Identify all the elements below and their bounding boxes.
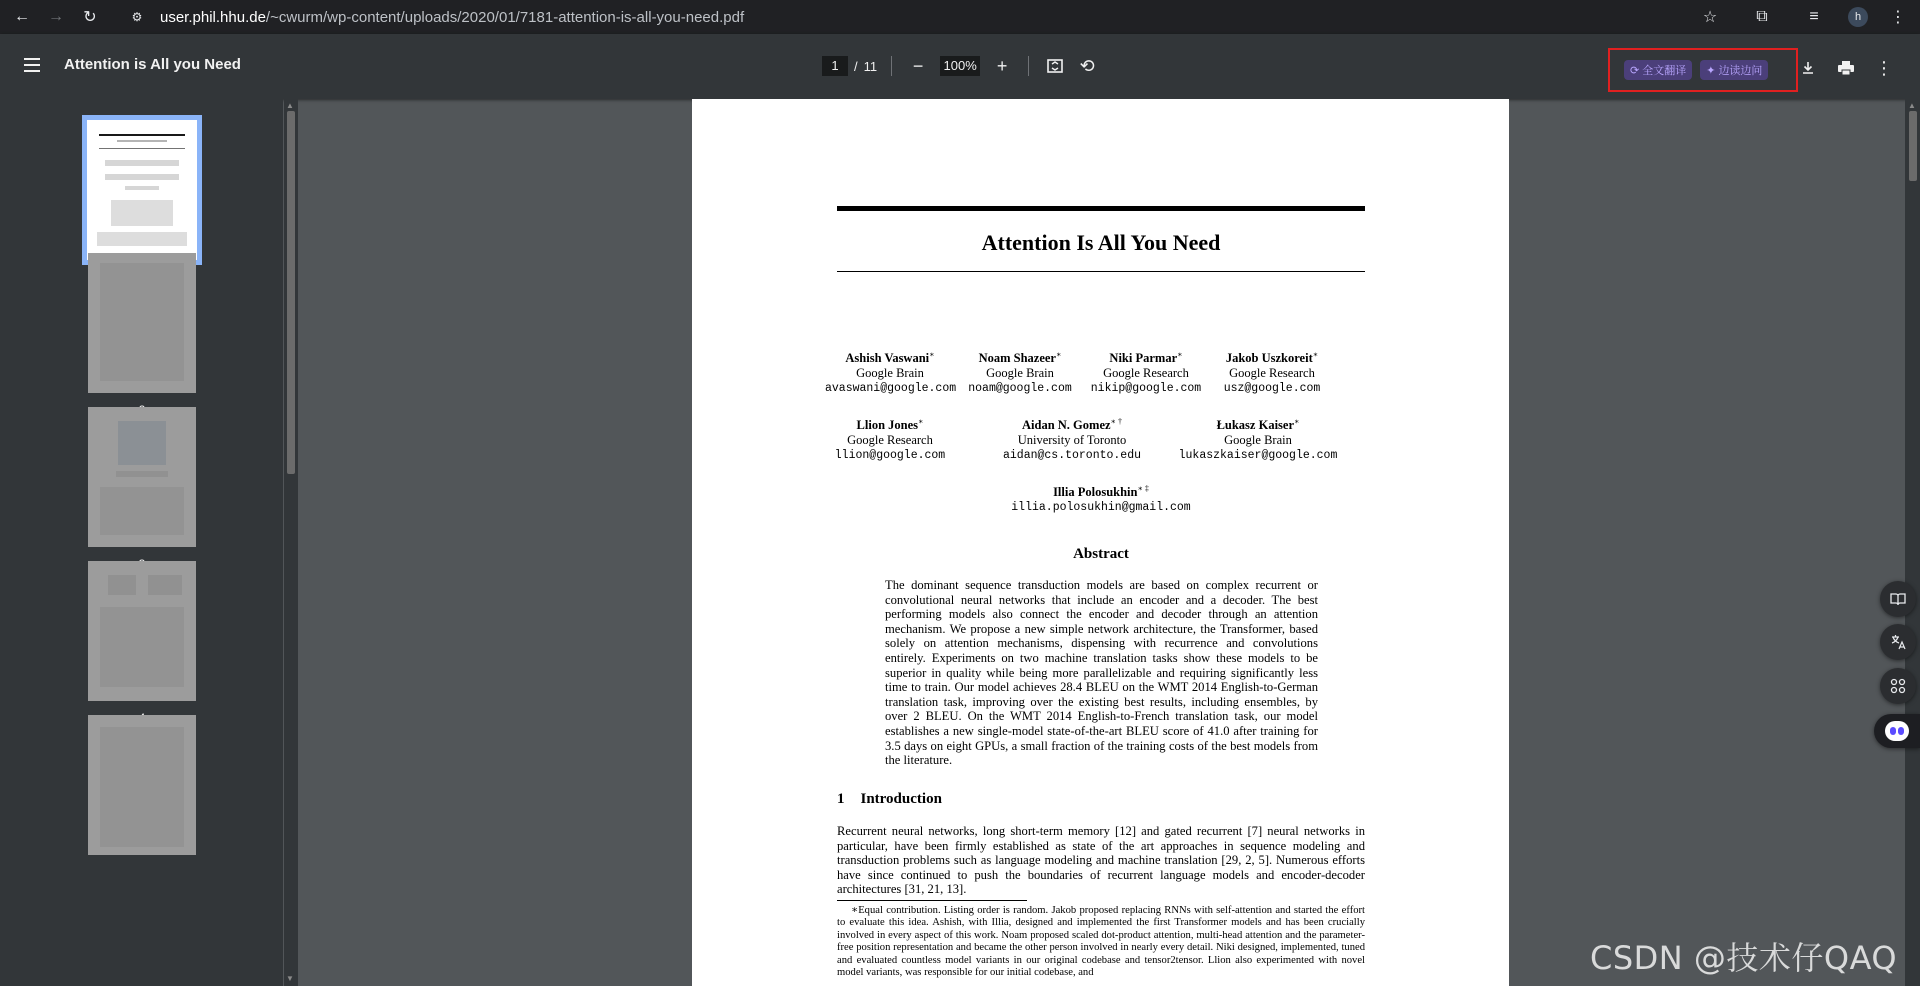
reader-book-icon[interactable] xyxy=(1880,581,1916,617)
translate-icon[interactable] xyxy=(1880,624,1916,660)
forward-icon[interactable]: → xyxy=(48,8,64,25)
footnote-text: ∗Equal contribution. Listing order is random. Jakob proposed replacing RNNs with self-attention and started the effort to evaluate this idea. Ashish, with Illia, designed and implemented the first Transformer models and has been crucially involved in every aspect of this work. Noam proposed scaled dot-product attention, multi-head attention and the parameter-free position representation and became the other person involved in nearly every detail. Niki designed, implemented, tuned and evaluated countless model variants in our original codebase and tensor2tensor. Llion also experimented with novel model variants, was responsible for our initial codebase, and xyxy=(837,905,1365,979)
intro-paragraph: Recurrent neural networks, long short-term memory [12] and gated recurrent [7] neural networks in particular, have been firmly established as state of the art approaches in sequence modeling and transduction problems such as language modeling and machine translation [29, 2, 5]. Numerous efforts have since continued to push the boundaries of recurrent language models and encoder-decoder architectures [31, 21, 13]. xyxy=(837,824,1365,897)
document-title: Attention is All you Need xyxy=(64,56,241,73)
author-block xyxy=(955,347,1085,396)
site-info-icon[interactable]: ⚙ xyxy=(131,10,143,24)
profile-avatar[interactable] xyxy=(1844,3,1872,31)
author-affiliation: Google Research xyxy=(1103,366,1189,381)
browser-actions xyxy=(1696,0,1920,34)
author-mark: ∗ xyxy=(918,417,924,426)
sparkle-icon: ✦ xyxy=(1706,64,1716,77)
author-block xyxy=(992,481,1210,515)
main-scroll-thumb[interactable] xyxy=(1909,111,1917,181)
pdf-toolbar xyxy=(0,34,1920,99)
author-affiliation: Google Brain xyxy=(986,366,1054,381)
section-title: Introduction xyxy=(860,791,942,807)
author-block xyxy=(1085,347,1207,396)
read-and-ask-label: 边读边问 xyxy=(1718,65,1763,77)
avatar: h xyxy=(1848,7,1868,27)
browser-menu-icon[interactable]: ⋮ xyxy=(1890,9,1906,26)
page-number-input[interactable]: 1 xyxy=(822,56,848,76)
browser-toolbar xyxy=(0,0,1920,34)
download-icon[interactable] xyxy=(1796,56,1820,80)
reading-list-icon[interactable]: ≡ xyxy=(1809,8,1819,25)
author-affiliation: Google Brain xyxy=(1224,433,1292,448)
toolbar-divider xyxy=(891,56,892,76)
author-name: Łukasz Kaiser xyxy=(1216,418,1294,433)
author-affiliation: Google Research xyxy=(847,433,933,448)
author-email: illia.polosukhin@gmail.com xyxy=(1011,501,1191,515)
author-name: Ashish Vaswani xyxy=(845,351,930,366)
footnote-rule xyxy=(837,900,1027,901)
author-block xyxy=(992,414,1152,463)
page-separator: / xyxy=(854,58,858,74)
author-affiliation: Google Brain xyxy=(856,366,924,381)
title-rule-top xyxy=(837,206,1365,211)
author-mark: ∗ ‡ xyxy=(1137,484,1149,493)
author-email: nikip@google.com xyxy=(1090,382,1202,396)
abstract-heading: Abstract xyxy=(1073,546,1129,562)
author-mark: ∗ xyxy=(1177,350,1183,359)
page-thumbnail[interactable] xyxy=(88,715,196,855)
bookmark-star-icon[interactable]: ☆ xyxy=(1702,9,1718,26)
url-text[interactable] xyxy=(160,9,744,26)
section-number: 1 xyxy=(837,791,845,807)
author-name: Niki Parmar xyxy=(1109,351,1178,366)
author-email: avaswani@google.com xyxy=(825,382,957,396)
scroll-down-arrow-icon[interactable]: ▼ xyxy=(286,974,294,983)
full-translate-label: 全文翻译 xyxy=(1642,65,1687,77)
extension-highlight-box xyxy=(1608,48,1798,92)
author-block xyxy=(825,347,955,396)
author-block xyxy=(1207,347,1337,396)
author-name: Illia Polosukhin xyxy=(1053,485,1138,500)
toolbar-divider xyxy=(1028,56,1029,76)
page-controls xyxy=(822,54,1099,78)
author-block xyxy=(1173,414,1343,463)
thumbnail-sidebar xyxy=(0,99,283,986)
thumbnail-item[interactable] xyxy=(82,253,202,417)
author-email: noam@google.com xyxy=(968,382,1072,396)
author-mark: ∗ † xyxy=(1110,417,1122,426)
author-mark: ∗ xyxy=(1294,417,1300,426)
page-thumbnail[interactable] xyxy=(88,407,196,547)
rotate-icon[interactable]: ⟲ xyxy=(1079,55,1095,76)
author-name: Aidan N. Gomez xyxy=(1022,418,1111,433)
page-thumbnail[interactable] xyxy=(88,561,196,701)
author-name: Llion Jones xyxy=(856,418,919,433)
author-name: Noam Shazeer xyxy=(978,351,1056,366)
more-options-icon[interactable]: ⋮ xyxy=(1875,57,1893,78)
full-translate-button[interactable] xyxy=(1624,60,1692,80)
sidebar-scrollbar[interactable] xyxy=(284,99,298,986)
sidebar-scroll-thumb[interactable] xyxy=(287,111,295,474)
extensions-icon[interactable]: ⧉ xyxy=(1756,8,1768,25)
author-email: llion@google.com xyxy=(834,449,946,463)
author-mark: ∗ xyxy=(929,350,935,359)
total-pages: 11 xyxy=(863,58,878,74)
pdf-page xyxy=(692,99,1509,986)
author-name: Jakob Uszkoreit xyxy=(1225,351,1313,366)
zoom-input[interactable]: 100% xyxy=(940,56,980,76)
author-affiliation: University of Toronto xyxy=(1017,433,1127,448)
section-heading xyxy=(837,791,942,808)
author-block xyxy=(825,414,955,463)
back-icon[interactable]: ← xyxy=(14,8,30,25)
abstract-text: The dominant sequence transduction models are based on complex recurrent or convolutional neural networks that include an encoder and a decoder. The best performing models also connect the encoder and decoder through an attention mechanism. We propose a new simple network architecture, the Transformer, based solely on attention mechanisms, dispensing with recurrence and convolutions entirely. Experiments on two machine translation tasks show these models to be superior in quality while being more parallelizable and requiring significantly less time to train. Our model achieves 28.4 BLEU on the WMT 2014 English-to-German translation task, improving over the existing best results, including ensembles, by over 2 BLEU. On the WMT 2014 English-to-French translation task, our model establishes a new single-model state-of-the-art BLEU score of 41.0 after training for 3.5 days on eight GPUs, a small fraction of the training costs of the best models from the literature. xyxy=(885,578,1318,768)
zoom-out-icon[interactable]: − xyxy=(912,55,924,76)
watermark: CSDN @技术仔QAQ xyxy=(1590,939,1898,977)
author-affiliation: Google Research xyxy=(1229,366,1315,381)
apps-grid-icon[interactable] xyxy=(1880,668,1916,704)
zoom-in-icon[interactable]: + xyxy=(996,55,1008,76)
thumbnail-item[interactable] xyxy=(82,561,202,725)
toolbar-right-actions xyxy=(1796,56,1896,80)
translate-icon: ⟳ xyxy=(1630,64,1640,77)
author-email: lukaszkaiser@google.com xyxy=(1178,449,1338,463)
main-scrollbar[interactable] xyxy=(1905,99,1920,986)
thumbnail-item[interactable] xyxy=(82,715,202,855)
author-email: aidan@cs.toronto.edu xyxy=(1002,449,1142,463)
read-and-ask-button[interactable] xyxy=(1700,60,1768,80)
page-thumbnail[interactable] xyxy=(88,253,196,393)
title-rule-bottom xyxy=(837,271,1365,272)
author-mark: ∗ xyxy=(1312,350,1319,359)
ai-assistant-bot-icon[interactable] xyxy=(1874,714,1920,748)
scroll-up-arrow-icon[interactable]: ▲ xyxy=(286,101,294,110)
paper-title: Attention Is All You Need xyxy=(981,230,1221,255)
reload-icon[interactable]: ↻ xyxy=(83,9,97,26)
scroll-up-arrow-icon[interactable]: ▲ xyxy=(1908,101,1916,110)
url-path: /~cwurm/wp-content/uploads/2020/01/7181-attention-is-all-you-need.pdf xyxy=(265,8,745,26)
author-email: usz@google.com xyxy=(1223,382,1321,396)
sidebar-toggle-menu-icon[interactable] xyxy=(20,54,44,78)
page-thumbnail[interactable] xyxy=(82,115,202,265)
thumbnail-item[interactable] xyxy=(82,407,202,571)
address-bar[interactable] xyxy=(122,4,1716,30)
fit-page-icon[interactable] xyxy=(1043,54,1067,78)
author-mark: ∗ xyxy=(1055,350,1062,359)
print-icon[interactable] xyxy=(1834,56,1858,80)
url-host: user.phil.hhu.de xyxy=(160,8,266,26)
